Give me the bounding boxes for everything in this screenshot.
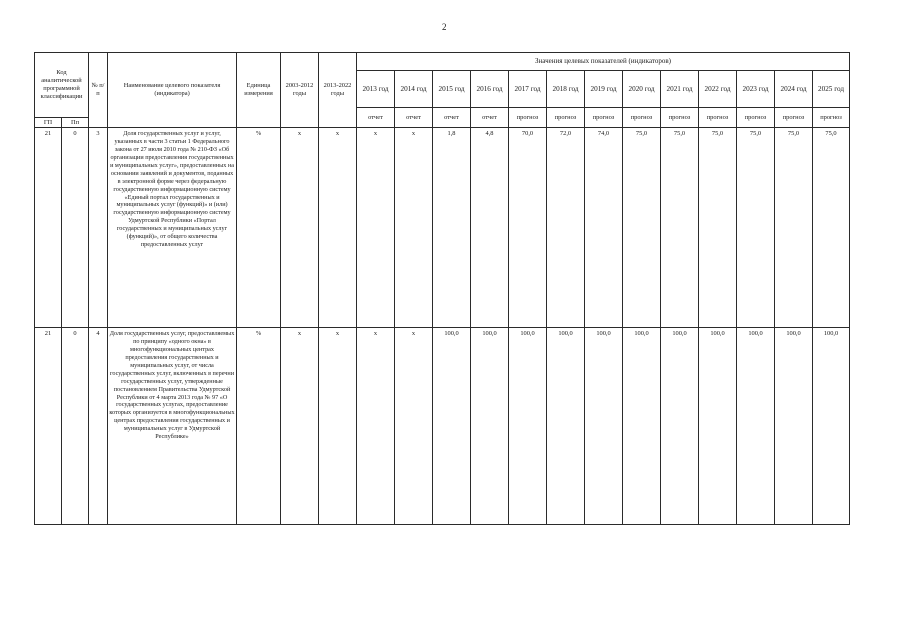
year-header: 2019 год: [585, 71, 623, 108]
value-cell: 75,0: [623, 128, 661, 328]
status-header: отчет: [471, 108, 509, 128]
status-header: прогноз: [775, 108, 813, 128]
num-cell: 4: [89, 328, 108, 525]
value-cell: 100,0: [585, 328, 623, 525]
value-cell: 72,0: [547, 128, 585, 328]
indicators-table: [34, 52, 850, 525]
value-cell: 100,0: [775, 328, 813, 525]
num-header: № п/п: [89, 53, 108, 128]
pp-header: Пп: [62, 118, 89, 128]
unit-header: Единица измерения: [237, 53, 281, 128]
pp-cell: 0: [62, 328, 89, 525]
value-cell: x: [395, 328, 433, 525]
value-cell: 75,0: [813, 128, 850, 328]
name-header: Наименование целевого показателя (индикатора): [108, 53, 237, 128]
status-header: прогноз: [737, 108, 775, 128]
status-header: прогноз: [813, 108, 850, 128]
status-header: прогноз: [661, 108, 699, 128]
table-row: [35, 328, 850, 525]
code-header: Код аналитической программной классификации: [35, 53, 89, 118]
status-header: отчет: [433, 108, 471, 128]
value-cell: 74,0: [585, 128, 623, 328]
period-2013-cell: x: [319, 328, 357, 525]
year-header: 2018 год: [547, 71, 585, 108]
page-number: 2: [442, 22, 447, 32]
status-header: отчет: [395, 108, 433, 128]
period-2003-cell: x: [281, 328, 319, 525]
value-cell: 100,0: [547, 328, 585, 525]
status-header: отчет: [357, 108, 395, 128]
year-header: 2025 год: [813, 71, 850, 108]
year-header: 2023 год: [737, 71, 775, 108]
year-header: 2013 год: [357, 71, 395, 108]
status-header: прогноз: [623, 108, 661, 128]
value-cell: 100,0: [661, 328, 699, 525]
value-cell: x: [357, 328, 395, 525]
year-header: 2016 год: [471, 71, 509, 108]
value-cell: 75,0: [737, 128, 775, 328]
table-row: [35, 128, 850, 328]
value-cell: 1,8: [433, 128, 471, 328]
unit-cell: %: [237, 328, 281, 525]
period-2003-header: 2003-2012 годы: [281, 53, 319, 128]
year-header: 2021 год: [661, 71, 699, 108]
value-cell: 100,0: [813, 328, 850, 525]
value-cell: x: [395, 128, 433, 328]
value-cell: 100,0: [623, 328, 661, 525]
values-header: Значения целевых показателей (индикаторов): [357, 53, 850, 71]
gp-header: ГП: [35, 118, 62, 128]
gp-cell: 21: [35, 128, 62, 328]
value-cell: 100,0: [737, 328, 775, 525]
gp-cell: 21: [35, 328, 62, 525]
status-header: прогноз: [699, 108, 737, 128]
indicator-name-cell: Доля государственных услуг и услуг, указанных в части 3 статьи 1 Федерального закона от 27 июля 2010 года № 210-ФЗ «Об организации предоставления государственных и муниципальных услуг», предоставленных на основании заявлений и документов, поданных в электронной форме через федеральную государственную информационную систему «Единый портал государственных и муниципальных услуг (функций)» и (или) государственную информационную систему Удмуртской Республики «Портал государственных и муниципальных услуг (функций)», от общего количества предоставленных услуг: [108, 128, 237, 328]
value-cell: 100,0: [433, 328, 471, 525]
num-cell: 3: [89, 128, 108, 328]
year-header: 2022 год: [699, 71, 737, 108]
indicator-name-cell: Доля государственных услуг, предоставляемых по принципу «одного окна» в многофункциональных центрах предоставления государственных и муниципальных услуг, от числа государственных услуг, включенных в перечни государственных услуг, утвержденные постановлением Правительства Удмуртской Республики от 4 марта 2013 года № 97 «О государственных услугах, предоставление которых организуется в многофункциональных центрах предоставления государственных и муниципальных услуг в Удмуртской Республике»: [108, 328, 237, 525]
year-header: 2014 год: [395, 71, 433, 108]
pp-cell: 0: [62, 128, 89, 328]
value-cell: 100,0: [509, 328, 547, 525]
year-header: 2020 год: [623, 71, 661, 108]
status-header: прогноз: [547, 108, 585, 128]
value-cell: 75,0: [699, 128, 737, 328]
value-cell: 100,0: [471, 328, 509, 525]
year-header: 2024 год: [775, 71, 813, 108]
value-cell: 75,0: [775, 128, 813, 328]
period-2013-header: 2013-2022 годы: [319, 53, 357, 128]
year-header: 2017 год: [509, 71, 547, 108]
period-2003-cell: x: [281, 128, 319, 328]
value-cell: 75,0: [661, 128, 699, 328]
value-cell: 4,8: [471, 128, 509, 328]
status-header: прогноз: [509, 108, 547, 128]
value-cell: 70,0: [509, 128, 547, 328]
period-2013-cell: x: [319, 128, 357, 328]
status-header: прогноз: [585, 108, 623, 128]
year-header: 2015 год: [433, 71, 471, 108]
value-cell: 100,0: [699, 328, 737, 525]
value-cell: x: [357, 128, 395, 328]
unit-cell: %: [237, 128, 281, 328]
header-row-top: [35, 53, 850, 71]
